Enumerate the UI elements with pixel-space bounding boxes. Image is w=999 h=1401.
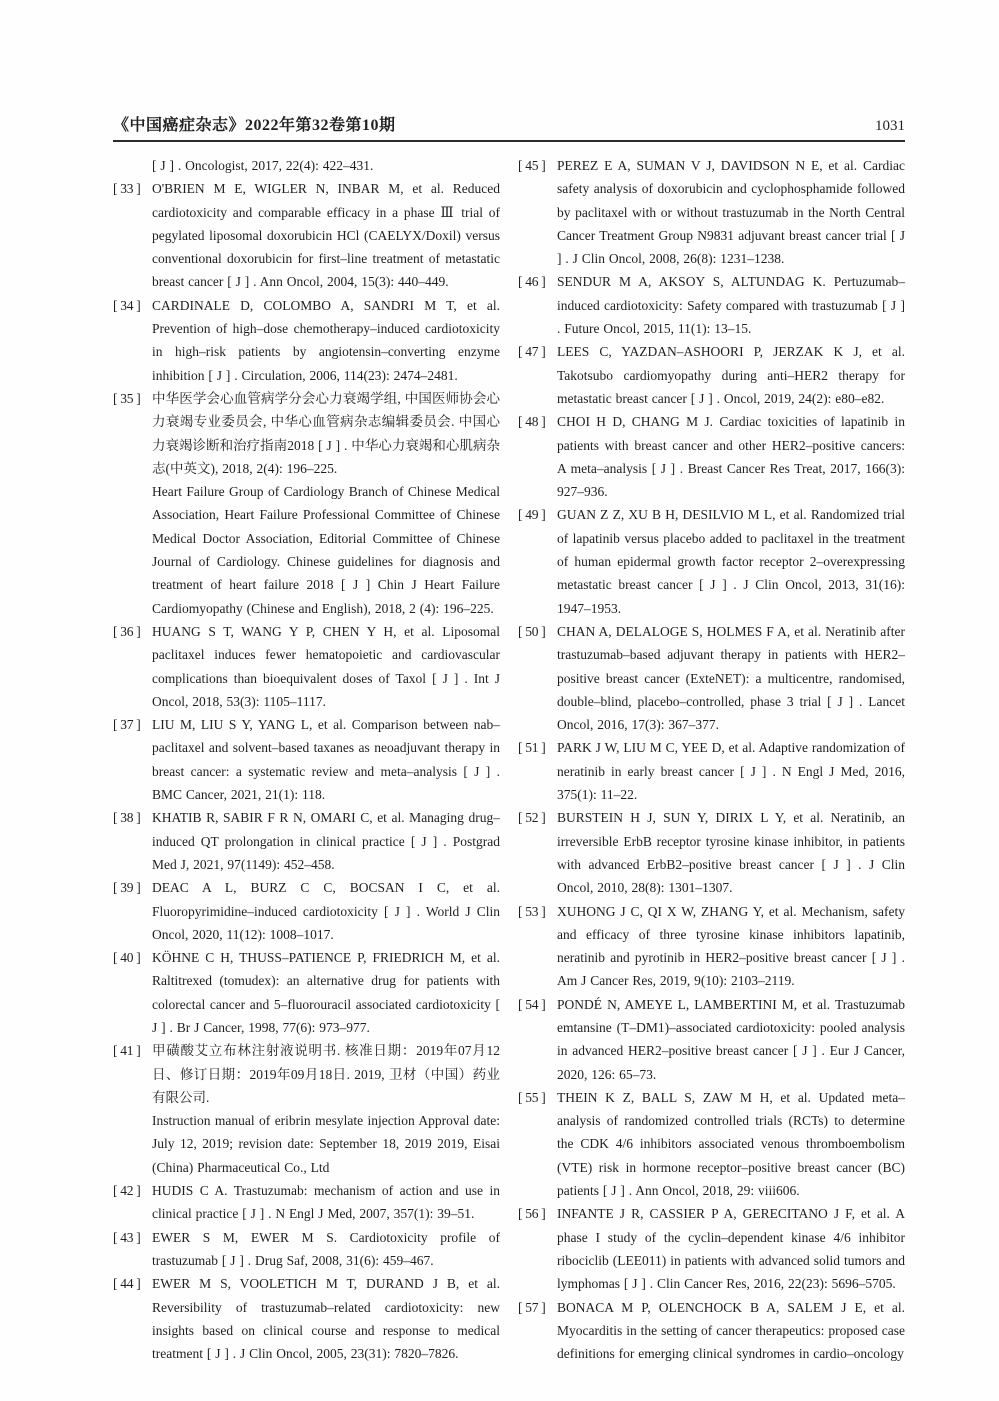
reference-paragraph: PEREZ E A, SUMAN V J, DAVIDSON N E, et al. Cardiac safety analysis of doxorubicin and cyclophosphamide followed by paclitaxel with or without trastuzumab in the North Central Cancer Treatment Group N9831 adjuvant breast cancer trial [ J ] . J Clin Oncol, 2008, 26(8): 1231–1238. [557,158,905,267]
reference-number: [ 53 ] [518,903,546,919]
page-number: 1031 [875,118,905,134]
reference-text [557,1202,905,1295]
reference-text [557,900,905,993]
reference-paragraph: XUHONG J C, QI X W, ZHANG Y, et al. Mechanism, safety and efficacy of three tyrosine kinase inhibitors lapatinib, neratinib and pyrotinib in HER2–positive breast cancer [ J ] . Am J Cancer Res, 2019, 9(10): 2103–2119. [557,903,905,989]
reference-item [518,340,905,410]
reference-paragraph: HUDIS C A. Trastuzumab: mechanism of action and use in clinical practice [ J ] . N Engl J Med, 2007, 357(1): 39–51. [152,1183,500,1222]
reference-item [518,154,905,270]
reference-item [518,993,905,1086]
reference-text [557,1296,905,1366]
reference-item [113,294,500,387]
reference-item [113,1039,500,1179]
reference-text [152,1179,500,1226]
reference-list [113,154,905,1365]
reference-paragraph: LEES C, YAZDAN–ASHOORI P, JERZAK K J, et al. Takotsubo cardiomyopathy during anti–HER2 therapy for metastatic breast cancer [ J ] . Oncol, 2019, 24(2): e80–e82. [557,344,905,406]
reference-paragraph: PARK J W, LIU M C, YEE D, et al. Adaptive randomization of neratinib in early breast cancer [ J ] . N Engl J Med, 2016, 375(1): 11–22. [557,740,905,803]
reference-number: [ 45 ] [518,158,546,173]
reference-number: [ 41 ] [113,1043,141,1059]
reference-item [518,736,905,806]
reference-number: [ 35 ] [113,390,141,406]
reference-item [518,410,905,503]
reference-item [113,620,500,713]
reference-text [557,340,905,410]
reference-paragraph: LIU M, LIU S Y, YANG L, et al. Comparison between nab–paclitaxel and solvent–based taxanes as neoadjuvant therapy in breast cancer: a systematic review and meta–analysis [ J ] . BMC Cancer, 2021, 21(1): 118. [152,717,500,803]
reference-item [518,900,905,993]
reference-number: [ 43 ] [113,1229,141,1245]
reference-item [113,1272,500,1365]
reference-text [152,1226,500,1273]
reference-number: [ 39 ] [113,880,141,896]
reference-paragraph: PONDÉ N, AMEYE L, LAMBERTINI M, et al. Trastuzumab emtansine (T–DM1)–associated cardiotoxicity: pooled analysis in advanced HER2–positive breast cancer [ J ] . Eur J Cancer, 2020, 126: 65–73. [557,996,905,1082]
reference-text [557,410,905,503]
reference-item [113,177,500,293]
reference-text [152,1272,500,1365]
reference-number: [ 37 ] [113,717,141,733]
reference-item [113,1226,500,1273]
reference-number: [ 56 ] [518,1206,546,1222]
reference-paragraph: INFANTE J R, CASSIER P A, GERECITANO J F, et al. A phase I study of the cyclin–dependent kinase 4/6 inhibitor ribociclib (LEE011) in patients with advanced solid tumors and lymphomas [ J ] . Clin Cancer Res, 2016, 22(23): 5696–5705. [557,1206,905,1292]
journal-title: 《中国癌症杂志》2022年第32卷第10期 [113,117,396,134]
reference-text [152,294,500,387]
reference-number [113,154,152,177]
reference-paragraph: EWER M S, VOOLETICH M T, DURAND J B, et al. Reversibility of trastuzumab–related cardiotoxicity: new insights based on clinical course and response to medical treatment [ J ] . J Clin Oncol, 2005, 23(31): 7820–7826. [152,1276,500,1362]
left-column [113,154,500,1365]
reference-text [152,154,500,177]
reference-paragraph: HUANG S T, WANG Y P, CHEN Y H, et al. Liposomal paclitaxel induces fewer hematopoietic and cardiovascular complications than bioequivalent doses of Taxol [ J ] . Int J Oncol, 2018, 53(3): 1105–1117. [152,623,500,709]
reference-number: [ 52 ] [518,810,546,826]
reference-paragraph: CHOI H D, CHANG M J. Cardiac toxicities of lapatinib in patients with breast cancer and other HER2–positive cancers: A meta–analysis [ J ] . Breast Cancer Res Treat, 2017, 166(3): 927–936. [557,414,905,500]
reference-paragraph: 甲磺酸艾立布林注射液说明书. 核准日期：2019年07月12日、修订日期：2019年09月18日. 2019, 卫材（中国）药业有限公司. [152,1043,500,1105]
reference-number: [ 40 ] [113,950,141,966]
reference-paragraph: Instruction manual of eribrin mesylate injection Approval date: July 12, 2019; revision date: September 18, 2019 2019, Eisai (China) Pharmaceutical Co., Ltd [152,1113,500,1175]
reference-text [152,713,500,806]
reference-number: [ 38 ] [113,810,141,826]
reference-item [113,713,500,806]
reference-number: [ 48 ] [518,414,546,430]
reference-text [557,993,905,1086]
reference-text [557,620,905,736]
reference-paragraph: 中华医学会心血管病学分会心力衰竭学组, 中国医师协会心力衰竭专业委员会, 中华心血管病杂志编辑委员会. 中国心力衰竭诊断和治疗指南2018 [ J ] . 中华心力衰竭和心肌病杂志(中英文), 2018, 2(4): 196–225. [152,390,500,476]
reference-paragraph: BONACA M P, OLENCHOCK B A, SALEM J E, et al. Myocarditis in the setting of cancer therapeutics: proposed case definitions for emerging clinical syndromes in cardio–oncology [557,1299,905,1362]
reference-number: [ 54 ] [518,996,546,1012]
reference-text [152,876,500,946]
reference-text [152,806,500,876]
reference-paragraph: DEAC A L, BURZ C C, BOCSAN I C, et al. Fluoropyrimidine–induced cardiotoxicity [ J ] . World J Clin Oncol, 2020, 11(12): 1008–1017. [152,880,500,942]
reference-text [557,736,905,806]
reference-paragraph: O'BRIEN M E, WIGLER N, INBAR M, et al. Reduced cardiotoxicity and comparable efficacy in a phase Ⅲ trial of pegylated liposomal doxorubicin HCl (CAELYX/Doxil) versus conventional doxorubicin for first–line treatment of metastatic breast cancer [ J ] . Ann Oncol, 2004, 15(3): 440–449. [152,181,500,290]
reference-number: [ 33 ] [113,181,141,197]
reference-item [518,1202,905,1295]
reference-text [152,177,500,293]
reference-text [557,503,905,619]
reference-item [113,387,500,620]
reference-item [113,946,500,1039]
reference-number: [ 55 ] [518,1089,546,1105]
reference-item [113,154,500,177]
reference-paragraph: KÖHNE C H, THUSS–PATIENCE P, FRIEDRICH M, et al. Raltitrexed (tomudex): an alternative drug for patients with colorectal cancer and 5–fluorouracil associated cardiotoxicity [ J ] . Br J Cancer, 1998, 77(6): 973–977. [152,950,500,1035]
right-column [518,154,905,1365]
reference-paragraph: CHAN A, DELALOGE S, HOLMES F A, et al. Neratinib after trastuzumab–based adjuvant therapy in patients with HER2–positive breast cancer (ExteNET): a multicentre, randomised, double–blind, placebo–controlled, phase 3 trial [ J ] . Lancet Oncol, 2016, 17(3): 367–377. [557,623,905,733]
reference-text [152,1039,500,1179]
reference-item [518,806,905,899]
reference-item [518,270,905,340]
reference-number: [ 51 ] [518,740,546,756]
reference-paragraph: CARDINALE D, COLOMBO A, SANDRI M T, et al. Prevention of high–dose chemotherapy–induced cardiotoxicity in high–risk patients by angiotensin–converting enzyme inhibition [ J ] . Circulation, 2006, 114(23): 2474–2481. [152,297,500,383]
reference-paragraph: KHATIB R, SABIR F R N, OMARI C, et al. Managing drug–induced QT prolongation in clinical practice [ J ] . Postgrad Med J, 2021, 97(1149): 452–458. [152,810,500,872]
page-header [113,112,905,142]
reference-text [557,1086,905,1202]
reference-text [557,806,905,899]
reference-paragraph: GUAN Z Z, XU B H, DESILVIO M L, et al. Randomized trial of lapatinib versus placebo added to paclitaxel in the treatment of human epidermal growth factor receptor 2–overexpressing metastatic breast cancer [ J ] . J Clin Oncol, 2013, 31(16): 1947–1953. [557,507,905,616]
reference-text [152,387,500,620]
reference-number: [ 49 ] [518,507,546,523]
reference-item [518,620,905,736]
reference-paragraph: Heart Failure Group of Cardiology Branch of Chinese Medical Association, Heart Failure Professional Committee of Chinese Medical Doctor Association, Editorial Committee of Chinese Journal of Cardiology. Chinese guidelines for diagnosis and treatment of heart failure 2018 [ J ] Chin J Heart Failure Cardiomyopathy (Chinese and English), 2018, 2 (4): 196–225. [152,484,500,616]
reference-item [113,806,500,876]
reference-number: [ 44 ] [113,1276,141,1292]
reference-item [518,1086,905,1202]
reference-number: [ 34 ] [113,297,141,313]
reference-number: [ 46 ] [518,274,546,290]
reference-item [518,1296,905,1366]
reference-number: [ 57 ] [518,1299,546,1315]
reference-item [518,503,905,619]
reference-item [113,876,500,946]
reference-paragraph: SENDUR M A, AKSOY S, ALTUNDAG K. Pertuzumab–induced cardiotoxicity: Safety compared with trastuzumab [ J ] . Future Oncol, 2015, 11(1): 13–15. [557,274,905,337]
reference-text [557,154,905,270]
reference-item [113,1179,500,1226]
reference-paragraph: THEIN K Z, BALL S, ZAW M H, et al. Updated meta–analysis of randomized controlled trials (RCTs) to determine the CDK 4/6 inhibitors associated venous thromboembolism (VTE) risk in hormone receptor–positive breast cancer (BC) patients [ J ] . Ann Oncol, 2018, 29: viii606. [557,1089,905,1199]
reference-paragraph: EWER S M, EWER M S. Cardiotoxicity profile of trastuzumab [ J ] . Drug Saf, 2008, 31(6): 459–467. [152,1229,500,1268]
reference-number: [ 47 ] [518,344,546,360]
reference-text [152,620,500,713]
reference-paragraph: BURSTEIN H J, SUN Y, DIRIX L Y, et al. Neratinib, an irreversible ErbB receptor tyrosine kinase inhibitor, in patients with advanced ErbB2–positive breast cancer [ J ] . J Clin Oncol, 2010, 28(8): 1301–1307. [557,810,905,896]
reference-text [557,270,905,340]
reference-text [152,946,500,1039]
reference-number: [ 42 ] [113,1183,141,1199]
reference-number: [ 50 ] [518,623,546,639]
reference-paragraph: [ J ] . Oncologist, 2017, 22(4): 422–431. [152,158,374,173]
reference-number: [ 36 ] [113,623,141,639]
